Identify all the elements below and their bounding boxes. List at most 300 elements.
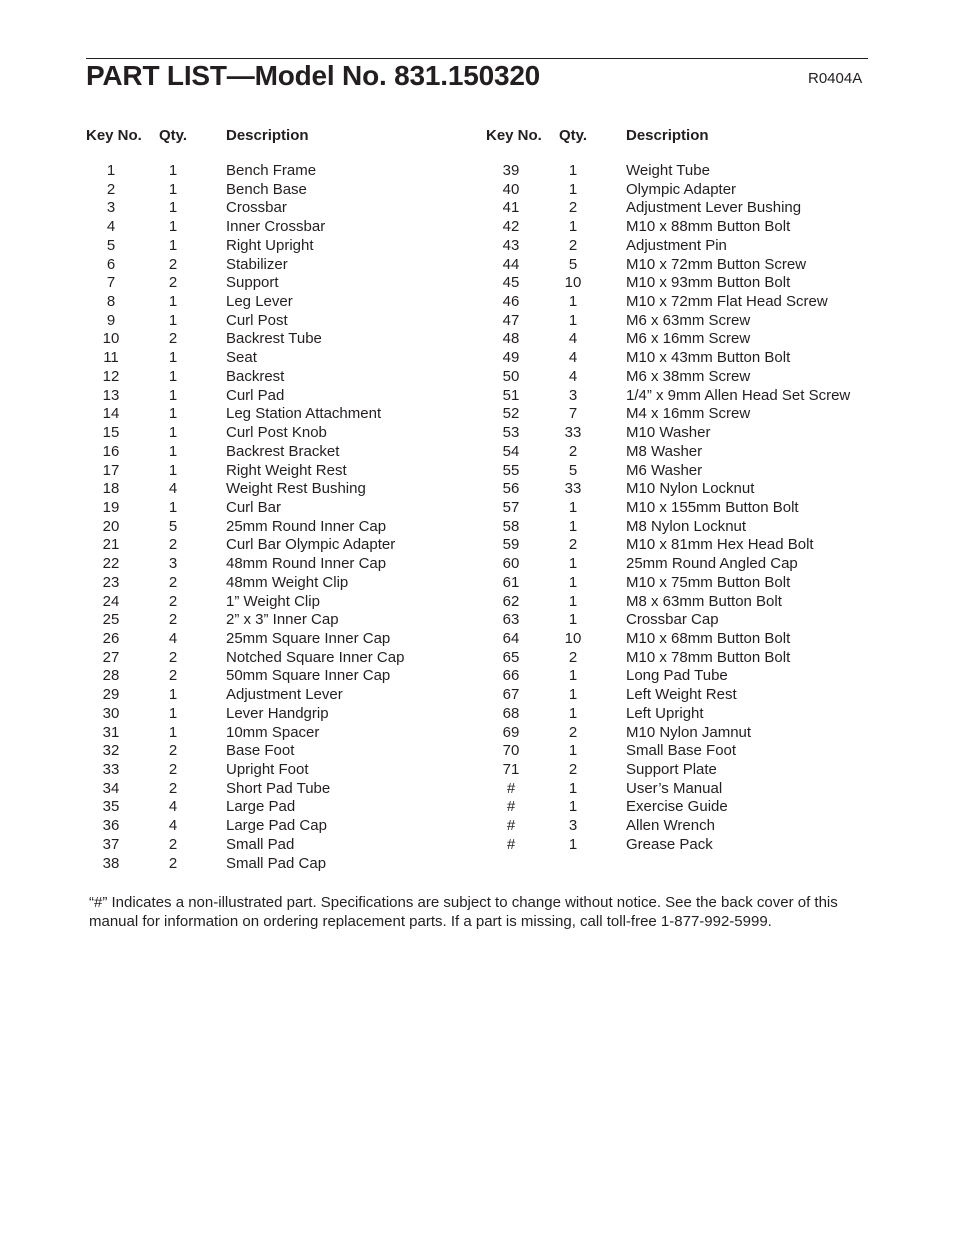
part-key-no: 10: [102, 330, 120, 348]
part-qty: 1: [168, 199, 178, 217]
part-row: [486, 237, 886, 256]
column-headers: [86, 126, 486, 146]
part-qty: 1: [568, 162, 578, 179]
part-key-no: 38: [102, 854, 120, 872]
part-key-no: 37: [102, 835, 120, 853]
part-key-no: 17: [102, 461, 120, 479]
part-description: M10 x 155mm Button Bolt: [626, 498, 799, 516]
part-row: [86, 611, 486, 630]
part-row: [486, 218, 886, 237]
part-key-no: 63: [502, 611, 520, 629]
part-key-no: 52: [502, 405, 520, 423]
part-row: [486, 761, 886, 780]
part-key-no: 23: [102, 573, 120, 591]
part-description: 25mm Square Inner Cap: [226, 629, 391, 647]
header-description: Description: [226, 127, 309, 144]
part-key-no: 39: [502, 162, 520, 179]
part-row: [486, 686, 886, 705]
part-key-no: 61: [502, 573, 520, 591]
part-qty: 10: [564, 629, 582, 647]
part-key-no: 67: [502, 686, 520, 704]
part-row: [486, 742, 886, 761]
part-description: M10 x 43mm Button Bolt: [626, 349, 791, 367]
part-description: Base Foot: [226, 742, 295, 760]
part-qty: 1: [168, 424, 178, 442]
part-description: Large Pad Cap: [226, 817, 327, 835]
part-qty: 5: [568, 461, 578, 479]
part-row: [486, 630, 886, 649]
part-key-no: 25: [102, 611, 120, 629]
part-description: Leg Station Attachment: [226, 405, 382, 423]
part-qty: 1: [568, 180, 578, 198]
part-row: [486, 368, 886, 387]
part-description: Large Pad: [226, 798, 296, 816]
part-row: [86, 462, 486, 481]
part-row: [486, 256, 886, 275]
part-row: [86, 387, 486, 406]
part-row: [486, 593, 886, 612]
part-qty: 1: [168, 180, 178, 198]
part-qty: 4: [168, 817, 178, 835]
part-qty: 2: [568, 648, 578, 666]
part-description: M10 x 75mm Button Bolt: [626, 573, 791, 591]
part-key-no: 40: [502, 180, 520, 198]
part-description: M10 x 81mm Hex Head Bolt: [626, 536, 814, 554]
part-qty: 2: [568, 761, 578, 778]
part-row: [86, 780, 486, 799]
part-qty: 2: [168, 255, 178, 273]
header-description: Description: [626, 127, 709, 144]
part-description: Lever Handgrip: [226, 704, 329, 722]
part-description: M10 x 72mm Flat Head Screw: [626, 293, 828, 311]
part-qty: 2: [568, 236, 578, 254]
part-key-no: 70: [502, 742, 520, 760]
part-description: Bench Frame: [226, 162, 317, 179]
part-description: Notched Square Inner Cap: [226, 648, 405, 666]
part-description: Seat: [226, 349, 257, 367]
part-key-no: 51: [502, 386, 520, 404]
part-description: 1” Weight Clip: [226, 592, 320, 610]
part-key-no: 32: [102, 742, 120, 760]
part-key-no: 71: [502, 761, 520, 778]
part-qty: 2: [168, 611, 178, 629]
part-row: [486, 293, 886, 312]
part-row: [86, 443, 486, 462]
part-qty: 4: [568, 349, 578, 367]
part-row: [86, 293, 486, 312]
part-key-no: 41: [502, 199, 520, 217]
column-headers: [486, 126, 886, 146]
part-qty: 1: [568, 704, 578, 722]
part-description: Long Pad Tube: [626, 667, 728, 685]
part-qty: 1: [168, 236, 178, 254]
part-qty: 4: [168, 480, 178, 498]
part-qty: 1: [168, 723, 178, 741]
part-qty: 1: [168, 349, 178, 367]
part-key-no: 20: [102, 517, 120, 535]
part-key-no: 47: [502, 311, 520, 329]
part-row: [86, 330, 486, 349]
part-row: [86, 181, 486, 200]
part-list-left-column: [86, 126, 486, 872]
part-row: [86, 368, 486, 387]
part-key-no: 12: [102, 367, 120, 385]
part-row: [486, 312, 886, 331]
part-key-no: 6: [106, 255, 116, 273]
part-description: Left Upright: [626, 704, 704, 722]
part-row: [86, 274, 486, 293]
part-row: [86, 312, 486, 331]
part-row: [486, 574, 886, 593]
part-description: Small Pad Cap: [226, 854, 327, 872]
part-key-no: #: [506, 817, 516, 835]
part-key-no: 46: [502, 293, 520, 311]
part-key-no: 9: [106, 311, 116, 329]
part-description: 10mm Spacer: [226, 723, 320, 741]
part-row: [486, 274, 886, 293]
part-row: [86, 162, 486, 181]
part-qty: 1: [568, 573, 578, 591]
part-key-no: 4: [106, 218, 116, 236]
part-qty: 2: [568, 536, 578, 554]
part-qty: 1: [568, 686, 578, 704]
part-row: [86, 237, 486, 256]
part-description: M6 Washer: [626, 461, 703, 479]
part-qty: 1: [168, 498, 178, 516]
part-key-no: 16: [102, 442, 120, 460]
part-qty: 2: [168, 330, 178, 348]
part-key-no: 57: [502, 498, 520, 516]
part-row: [86, 798, 486, 817]
part-qty: 1: [168, 686, 178, 704]
part-qty: 1: [568, 779, 578, 797]
part-key-no: 31: [102, 723, 120, 741]
part-description: Allen Wrench: [626, 817, 715, 835]
part-row: [86, 742, 486, 761]
part-key-no: 27: [102, 648, 120, 666]
part-row: [486, 555, 886, 574]
part-description: M6 x 38mm Screw: [626, 367, 751, 385]
part-qty: 33: [564, 424, 582, 442]
part-qty: 1: [568, 293, 578, 311]
part-description: M8 Washer: [626, 442, 703, 460]
part-row: [486, 199, 886, 218]
part-row: [86, 424, 486, 443]
part-row: [486, 349, 886, 368]
part-description: Short Pad Tube: [226, 779, 331, 797]
part-qty: 2: [168, 274, 178, 292]
part-key-no: 11: [103, 349, 119, 367]
header-key-no: Key No.: [86, 127, 142, 144]
part-key-no: 45: [502, 274, 520, 292]
part-description: Crossbar Cap: [626, 611, 719, 629]
part-row: [86, 724, 486, 743]
part-rows: [486, 162, 886, 855]
part-key-no: 8: [106, 293, 116, 311]
part-description: Exercise Guide: [626, 798, 728, 816]
part-qty: 4: [168, 629, 178, 647]
part-qty: 2: [168, 536, 178, 554]
part-qty: 10: [564, 274, 582, 292]
header-qty: Qty.: [559, 127, 588, 144]
part-description: M6 x 16mm Screw: [626, 330, 751, 348]
part-description: 50mm Square Inner Cap: [226, 667, 391, 685]
part-row: [86, 349, 486, 368]
part-qty: 1: [568, 218, 578, 236]
part-description: Backrest Bracket: [226, 442, 340, 460]
part-key-no: 68: [502, 704, 520, 722]
part-row: [486, 536, 886, 555]
part-row: [86, 667, 486, 686]
part-row: [86, 649, 486, 668]
part-qty: 1: [568, 311, 578, 329]
part-row: [86, 574, 486, 593]
part-row: [86, 256, 486, 275]
part-row: [486, 836, 886, 855]
part-row: [486, 611, 886, 630]
part-key-no: 1: [106, 162, 116, 179]
part-key-no: 35: [102, 798, 120, 816]
part-key-no: 43: [502, 236, 520, 254]
part-row: [486, 780, 886, 799]
part-description: Leg Lever: [226, 293, 293, 311]
part-key-no: 5: [106, 236, 116, 254]
part-row: [86, 686, 486, 705]
part-row: [86, 817, 486, 836]
part-qty: 2: [568, 723, 578, 741]
part-qty: 5: [168, 517, 178, 535]
part-key-no: 55: [502, 461, 520, 479]
part-key-no: 56: [502, 480, 520, 498]
part-qty: 3: [168, 555, 178, 573]
part-description: M10 Nylon Jamnut: [626, 723, 752, 741]
part-key-no: 62: [502, 592, 520, 610]
part-row: [86, 705, 486, 724]
part-description: M4 x 16mm Screw: [626, 405, 751, 423]
header-key-no: Key No.: [486, 127, 542, 144]
part-description: Upright Foot: [226, 761, 309, 778]
part-qty: 2: [168, 779, 178, 797]
part-key-no: 24: [102, 592, 120, 610]
part-qty: 1: [568, 611, 578, 629]
part-qty: 1: [568, 555, 578, 573]
part-qty: 1: [568, 742, 578, 760]
part-key-no: 53: [502, 424, 520, 442]
part-key-no: 48: [502, 330, 520, 348]
part-qty: 4: [568, 330, 578, 348]
part-qty: 1: [168, 461, 178, 479]
part-description: M10 x 72mm Button Screw: [626, 255, 807, 273]
part-row: [486, 405, 886, 424]
part-key-no: 14: [102, 405, 120, 423]
part-key-no: 3: [106, 199, 116, 217]
part-row: [86, 218, 486, 237]
part-qty: 4: [168, 798, 178, 816]
part-row: [486, 667, 886, 686]
part-description: Stabilizer: [226, 255, 288, 273]
part-key-no: 59: [502, 536, 520, 554]
part-qty: 2: [168, 667, 178, 685]
part-qty: 33: [564, 480, 582, 498]
part-key-no: 33: [102, 761, 120, 778]
part-key-no: 29: [102, 686, 120, 704]
part-description: Backrest: [226, 367, 285, 385]
part-qty: 5: [568, 255, 578, 273]
part-key-no: 50: [502, 367, 520, 385]
part-description: Support Plate: [626, 761, 717, 778]
part-qty: 1: [168, 311, 178, 329]
part-row: [486, 443, 886, 462]
part-key-no: 34: [102, 779, 120, 797]
part-row: [486, 480, 886, 499]
part-key-no: 49: [502, 349, 520, 367]
part-description: Grease Pack: [626, 835, 713, 853]
part-key-no: 65: [502, 648, 520, 666]
part-description: Weight Rest Bushing: [226, 480, 366, 498]
part-qty: 1: [168, 162, 178, 179]
part-qty: 1: [168, 386, 178, 404]
part-list-right-column: [486, 126, 886, 853]
part-description: Olympic Adapter: [626, 180, 737, 198]
part-description: Left Weight Rest: [626, 686, 737, 704]
part-key-no: 7: [106, 274, 116, 292]
part-qty: 2: [168, 573, 178, 591]
part-description: M10 Nylon Locknut: [626, 480, 755, 498]
part-qty: 1: [168, 704, 178, 722]
part-description: Inner Crossbar: [226, 218, 326, 236]
part-row: [86, 593, 486, 612]
part-qty: 1: [568, 592, 578, 610]
part-qty: 3: [568, 386, 578, 404]
part-key-no: 36: [102, 817, 120, 835]
document-code: R0404A: [808, 70, 863, 87]
part-qty: 1: [168, 442, 178, 460]
part-description: Curl Post Knob: [226, 424, 327, 442]
part-qty: 1: [168, 405, 178, 423]
part-row: [486, 424, 886, 443]
part-row: [86, 499, 486, 518]
part-row: [86, 536, 486, 555]
part-description: Small Pad: [226, 835, 295, 853]
part-description: M10 x 93mm Button Bolt: [626, 274, 791, 292]
part-key-no: 66: [502, 667, 520, 685]
part-qty: 2: [168, 592, 178, 610]
part-key-no: #: [506, 835, 516, 853]
part-description: M10 x 68mm Button Bolt: [626, 629, 791, 647]
part-key-no: 22: [102, 555, 120, 573]
part-row: [486, 499, 886, 518]
part-row: [486, 649, 886, 668]
part-qty: 1: [568, 667, 578, 685]
part-row: [86, 518, 486, 537]
part-description: Small Base Foot: [626, 742, 737, 760]
part-key-no: 44: [502, 255, 520, 273]
part-row: [86, 405, 486, 424]
part-row: [486, 817, 886, 836]
part-key-no: 64: [502, 629, 520, 647]
part-qty: 4: [568, 367, 578, 385]
part-description: Backrest Tube: [226, 330, 322, 348]
part-qty: 2: [168, 742, 178, 760]
part-description: Right Upright: [226, 236, 314, 254]
part-key-no: 26: [102, 629, 120, 647]
part-row: [86, 855, 486, 874]
part-description: Bench Base: [226, 180, 307, 198]
part-description: Curl Pad: [226, 386, 285, 404]
part-description: Support: [226, 274, 279, 292]
part-key-no: 42: [502, 218, 520, 236]
part-row: [86, 836, 486, 855]
part-description: 2” x 3” Inner Cap: [226, 611, 339, 629]
part-description: Weight Tube: [626, 162, 710, 179]
part-description: 1/4” x 9mm Allen Head Set Screw: [626, 386, 851, 404]
part-description: Right Weight Rest: [226, 461, 347, 479]
part-description: Adjustment Pin: [626, 236, 727, 254]
part-description: 48mm Weight Clip: [226, 573, 349, 591]
part-description: 25mm Round Inner Cap: [226, 517, 387, 535]
part-row: [86, 199, 486, 218]
part-qty: 1: [568, 798, 578, 816]
part-description: 48mm Round Inner Cap: [226, 555, 387, 573]
part-row: [86, 480, 486, 499]
part-row: [486, 518, 886, 537]
part-key-no: 19: [102, 498, 120, 516]
part-key-no: 69: [502, 723, 520, 741]
part-row: [486, 387, 886, 406]
part-row: [486, 462, 886, 481]
part-key-no: #: [506, 798, 516, 816]
part-key-no: 58: [502, 517, 520, 535]
part-qty: 2: [168, 761, 178, 778]
part-row: [486, 798, 886, 817]
part-description: Curl Bar: [226, 498, 282, 516]
part-description: User’s Manual: [626, 779, 723, 797]
part-description: M6 x 63mm Screw: [626, 311, 751, 329]
part-description: Crossbar: [226, 199, 287, 217]
part-description: M10 x 88mm Button Bolt: [626, 218, 791, 236]
part-description: M10 x 78mm Button Bolt: [626, 648, 791, 666]
part-qty: 1: [168, 293, 178, 311]
part-key-no: 21: [102, 536, 120, 554]
part-qty: 1: [168, 367, 178, 385]
part-description: M8 Nylon Locknut: [626, 517, 747, 535]
part-key-no: 60: [502, 555, 520, 573]
part-row: [486, 705, 886, 724]
part-qty: 7: [568, 405, 578, 423]
part-key-no: 30: [102, 704, 120, 722]
part-qty: 2: [168, 648, 178, 666]
part-key-no: #: [506, 779, 516, 797]
footnote: “#” Indicates a non-illustrated part. Specifications are subject to change without notice. See the back cover of this manual for information on ordering replacement parts. If a part is missing, call toll-free 1-877-992-5999.: [89, 894, 838, 930]
part-description: Adjustment Lever: [226, 686, 343, 704]
part-key-no: 54: [502, 442, 520, 460]
part-description: M8 x 63mm Button Bolt: [626, 592, 782, 610]
part-row: [86, 630, 486, 649]
part-key-no: 18: [102, 480, 120, 498]
part-qty: 1: [568, 517, 578, 535]
part-qty: 2: [168, 835, 178, 853]
part-qty: 1: [568, 498, 578, 516]
part-key-no: 15: [102, 424, 120, 442]
part-qty: 1: [568, 835, 578, 853]
part-description: M10 Washer: [626, 424, 711, 442]
part-qty: 2: [168, 854, 178, 872]
part-row: [486, 181, 886, 200]
part-qty: 1: [168, 218, 178, 236]
part-rows: [86, 162, 486, 873]
part-key-no: 28: [102, 667, 120, 685]
page-title: PART LIST—Model No. 831.150320: [86, 60, 541, 91]
